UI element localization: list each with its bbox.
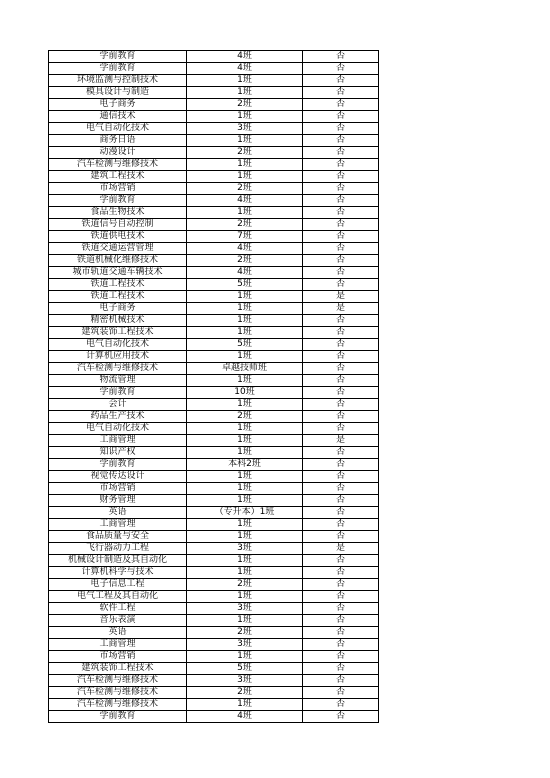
major-cell: 汽车检测与维修技术 — [49, 699, 187, 711]
major-cell: 电气工程及其自动化 — [49, 591, 187, 603]
table-row — [49, 567, 379, 579]
table-row — [49, 423, 379, 435]
flag-cell: 是 — [303, 291, 379, 303]
flag-cell: 否 — [303, 483, 379, 495]
table-row — [49, 219, 379, 231]
class-cell: 4班 — [187, 243, 303, 255]
class-cell: 1班 — [187, 519, 303, 531]
major-cell: 动漫设计 — [49, 147, 187, 159]
major-cell: 电气自动化技术 — [49, 123, 187, 135]
class-cell: 4班 — [187, 195, 303, 207]
class-cell: 1班 — [187, 567, 303, 579]
flag-cell: 否 — [303, 699, 379, 711]
flag-cell: 否 — [303, 207, 379, 219]
table-row — [49, 171, 379, 183]
flag-cell: 否 — [303, 531, 379, 543]
class-cell: 1班 — [187, 75, 303, 87]
table-row — [49, 639, 379, 651]
flag-cell: 否 — [303, 267, 379, 279]
major-cell: 音乐表演 — [49, 615, 187, 627]
class-cell: 1班 — [187, 303, 303, 315]
flag-cell: 否 — [303, 459, 379, 471]
table-row — [49, 111, 379, 123]
table-row — [49, 87, 379, 99]
class-cell: 2班 — [187, 183, 303, 195]
flag-cell: 否 — [303, 243, 379, 255]
table-row — [49, 291, 379, 303]
class-cell: 2班 — [187, 579, 303, 591]
table-row — [49, 447, 379, 459]
flag-cell: 否 — [303, 111, 379, 123]
table-row — [49, 483, 379, 495]
flag-cell: 否 — [303, 567, 379, 579]
major-cell: 铁道供电技术 — [49, 231, 187, 243]
major-cell: 英语 — [49, 507, 187, 519]
flag-cell: 否 — [303, 363, 379, 375]
table-row — [49, 519, 379, 531]
major-cell: 商务日语 — [49, 135, 187, 147]
major-cell: 市场营销 — [49, 483, 187, 495]
major-cell: 铁道工程技术 — [49, 279, 187, 291]
class-cell: 1班 — [187, 111, 303, 123]
major-cell: 物流管理 — [49, 375, 187, 387]
class-cell: 卓越技师班 — [187, 363, 303, 375]
table-row — [49, 279, 379, 291]
class-cell: 1班 — [187, 423, 303, 435]
flag-cell: 否 — [303, 183, 379, 195]
major-cell: 飞行器动力工程 — [49, 543, 187, 555]
table-row — [49, 555, 379, 567]
major-cell: 计算机科学与技术 — [49, 567, 187, 579]
class-cell: 1班 — [187, 351, 303, 363]
flag-cell: 否 — [303, 603, 379, 615]
major-cell: 药品生产技术 — [49, 411, 187, 423]
major-cell: 知识产权 — [49, 447, 187, 459]
table-row — [49, 495, 379, 507]
major-cell: 会计 — [49, 399, 187, 411]
flag-cell: 否 — [303, 327, 379, 339]
class-cell: 1班 — [187, 171, 303, 183]
table-row — [49, 147, 379, 159]
major-cell: 软件工程 — [49, 603, 187, 615]
table-row — [49, 471, 379, 483]
major-cell: 汽车检测与维修技术 — [49, 363, 187, 375]
flag-cell: 是 — [303, 435, 379, 447]
class-cell: 1班 — [187, 327, 303, 339]
flag-cell: 否 — [303, 711, 379, 723]
major-cell: 铁道交通运营管理 — [49, 243, 187, 255]
table-row — [49, 507, 379, 519]
flag-cell: 否 — [303, 687, 379, 699]
major-cell: 学前教育 — [49, 711, 187, 723]
table-row — [49, 435, 379, 447]
table-row — [49, 195, 379, 207]
class-cell: 4班 — [187, 267, 303, 279]
table-row — [49, 63, 379, 75]
class-cell: 3班 — [187, 543, 303, 555]
class-cell: 1班 — [187, 291, 303, 303]
flag-cell: 否 — [303, 555, 379, 567]
flag-cell: 否 — [303, 663, 379, 675]
major-cell: 汽车检测与维修技术 — [49, 687, 187, 699]
major-cell: 财务管理 — [49, 495, 187, 507]
flag-cell: 否 — [303, 387, 379, 399]
table-row — [49, 603, 379, 615]
table-row — [49, 339, 379, 351]
flag-cell: 否 — [303, 423, 379, 435]
major-cell: 精密机械技术 — [49, 315, 187, 327]
flag-cell: 否 — [303, 75, 379, 87]
flag-cell: 否 — [303, 615, 379, 627]
major-cell: 计算机应用技术 — [49, 351, 187, 363]
table-row — [49, 411, 379, 423]
major-cell: 市场营销 — [49, 651, 187, 663]
flag-cell: 否 — [303, 159, 379, 171]
class-cell: 1班 — [187, 135, 303, 147]
flag-cell: 否 — [303, 231, 379, 243]
class-cell: 3班 — [187, 123, 303, 135]
major-cell: 环境监测与控制技术 — [49, 75, 187, 87]
flag-cell: 否 — [303, 519, 379, 531]
class-cell: 1班 — [187, 375, 303, 387]
flag-cell: 否 — [303, 399, 379, 411]
major-cell: 学前教育 — [49, 195, 187, 207]
flag-cell: 否 — [303, 651, 379, 663]
flag-cell: 否 — [303, 87, 379, 99]
class-cell: 5班 — [187, 279, 303, 291]
class-cell: 7班 — [187, 231, 303, 243]
table-row — [49, 315, 379, 327]
class-cell: 2班 — [187, 687, 303, 699]
table-row — [49, 267, 379, 279]
table-row — [49, 387, 379, 399]
major-cell: 工商管理 — [49, 639, 187, 651]
class-cell: （专升本）1班 — [187, 507, 303, 519]
flag-cell: 否 — [303, 339, 379, 351]
major-cell: 城市轨道交通车辆技术 — [49, 267, 187, 279]
table-row — [49, 183, 379, 195]
table-row — [49, 579, 379, 591]
class-cell: 3班 — [187, 603, 303, 615]
class-cell: 2班 — [187, 255, 303, 267]
class-cell: 1班 — [187, 447, 303, 459]
class-cell: 5班 — [187, 339, 303, 351]
major-cell: 铁道机械化维修技术 — [49, 255, 187, 267]
flag-cell: 否 — [303, 495, 379, 507]
table-row — [49, 627, 379, 639]
flag-cell: 否 — [303, 195, 379, 207]
flag-cell: 否 — [303, 279, 379, 291]
class-cell: 10班 — [187, 387, 303, 399]
table-row — [49, 231, 379, 243]
major-cell: 电气自动化技术 — [49, 339, 187, 351]
major-cell: 英语 — [49, 627, 187, 639]
flag-cell: 否 — [303, 219, 379, 231]
table-row — [49, 711, 379, 723]
major-cell: 工商管理 — [49, 519, 187, 531]
flag-cell: 否 — [303, 447, 379, 459]
major-cell: 食品质量与安全 — [49, 531, 187, 543]
table-row — [49, 135, 379, 147]
spreadsheet — [48, 50, 379, 723]
class-cell: 1班 — [187, 435, 303, 447]
class-cell: 4班 — [187, 51, 303, 63]
class-cell: 1班 — [187, 651, 303, 663]
table-row — [49, 351, 379, 363]
major-cell: 汽车检测与维修技术 — [49, 159, 187, 171]
table-row — [49, 75, 379, 87]
class-cell: 2班 — [187, 99, 303, 111]
major-cell: 电子商务 — [49, 303, 187, 315]
class-cell: 1班 — [187, 315, 303, 327]
class-cell: 本科2班 — [187, 459, 303, 471]
flag-cell: 是 — [303, 543, 379, 555]
major-cell: 食品生物技术 — [49, 207, 187, 219]
flag-cell: 否 — [303, 51, 379, 63]
major-cell: 铁道工程技术 — [49, 291, 187, 303]
major-cell: 电子信息工程 — [49, 579, 187, 591]
flag-cell: 否 — [303, 375, 379, 387]
flag-cell: 否 — [303, 63, 379, 75]
major-cell: 视觉传达设计 — [49, 471, 187, 483]
table-row — [49, 687, 379, 699]
flag-cell: 否 — [303, 591, 379, 603]
table-row — [49, 543, 379, 555]
table-row — [49, 159, 379, 171]
table-row — [49, 663, 379, 675]
major-cell: 建筑装饰工程技术 — [49, 327, 187, 339]
class-cell: 4班 — [187, 711, 303, 723]
major-cell: 建筑工程技术 — [49, 171, 187, 183]
table-row — [49, 675, 379, 687]
major-cell: 机械设计制造及其自动化 — [49, 555, 187, 567]
table-row — [49, 363, 379, 375]
major-cell: 铁道信号自动控制 — [49, 219, 187, 231]
table-row — [49, 99, 379, 111]
class-cell: 1班 — [187, 399, 303, 411]
major-cell: 通信技术 — [49, 111, 187, 123]
class-cell: 1班 — [187, 531, 303, 543]
class-cell: 3班 — [187, 639, 303, 651]
flag-cell: 否 — [303, 315, 379, 327]
flag-cell: 否 — [303, 135, 379, 147]
class-cell: 3班 — [187, 675, 303, 687]
table-row — [49, 243, 379, 255]
class-cell: 1班 — [187, 615, 303, 627]
major-cell: 模具设计与制造 — [49, 87, 187, 99]
major-cell: 市场营销 — [49, 183, 187, 195]
class-cell: 1班 — [187, 87, 303, 99]
class-cell: 2班 — [187, 147, 303, 159]
major-cell: 学前教育 — [49, 51, 187, 63]
class-cell: 1班 — [187, 495, 303, 507]
flag-cell: 是 — [303, 303, 379, 315]
table-row — [49, 207, 379, 219]
flag-cell: 否 — [303, 123, 379, 135]
class-cell: 1班 — [187, 207, 303, 219]
class-cell: 4班 — [187, 63, 303, 75]
class-cell: 1班 — [187, 555, 303, 567]
class-cell: 1班 — [187, 483, 303, 495]
table-body — [49, 51, 379, 723]
flag-cell: 否 — [303, 147, 379, 159]
flag-cell: 否 — [303, 171, 379, 183]
class-table — [48, 50, 379, 723]
table-row — [49, 615, 379, 627]
major-cell: 学前教育 — [49, 387, 187, 399]
major-cell: 学前教育 — [49, 63, 187, 75]
major-cell: 建筑装饰工程技术 — [49, 663, 187, 675]
class-cell: 5班 — [187, 663, 303, 675]
flag-cell: 否 — [303, 627, 379, 639]
flag-cell: 否 — [303, 639, 379, 651]
table-row — [49, 51, 379, 63]
table-row — [49, 699, 379, 711]
flag-cell: 否 — [303, 411, 379, 423]
major-cell: 电子商务 — [49, 99, 187, 111]
class-cell: 1班 — [187, 159, 303, 171]
flag-cell: 否 — [303, 507, 379, 519]
major-cell: 工商管理 — [49, 435, 187, 447]
major-cell: 汽车检测与维修技术 — [49, 675, 187, 687]
class-cell: 1班 — [187, 471, 303, 483]
flag-cell: 否 — [303, 99, 379, 111]
table-row — [49, 399, 379, 411]
major-cell: 学前教育 — [49, 459, 187, 471]
table-row — [49, 375, 379, 387]
table-row — [49, 123, 379, 135]
flag-cell: 否 — [303, 579, 379, 591]
table-row — [49, 255, 379, 267]
class-cell: 1班 — [187, 591, 303, 603]
flag-cell: 否 — [303, 675, 379, 687]
table-row — [49, 327, 379, 339]
table-row — [49, 303, 379, 315]
table-row — [49, 651, 379, 663]
table-row — [49, 459, 379, 471]
flag-cell: 否 — [303, 471, 379, 483]
class-cell: 1班 — [187, 699, 303, 711]
class-cell: 2班 — [187, 411, 303, 423]
flag-cell: 否 — [303, 255, 379, 267]
table-row — [49, 591, 379, 603]
class-cell: 2班 — [187, 219, 303, 231]
flag-cell: 否 — [303, 351, 379, 363]
class-cell: 2班 — [187, 627, 303, 639]
table-row — [49, 531, 379, 543]
major-cell: 电气自动化技术 — [49, 423, 187, 435]
